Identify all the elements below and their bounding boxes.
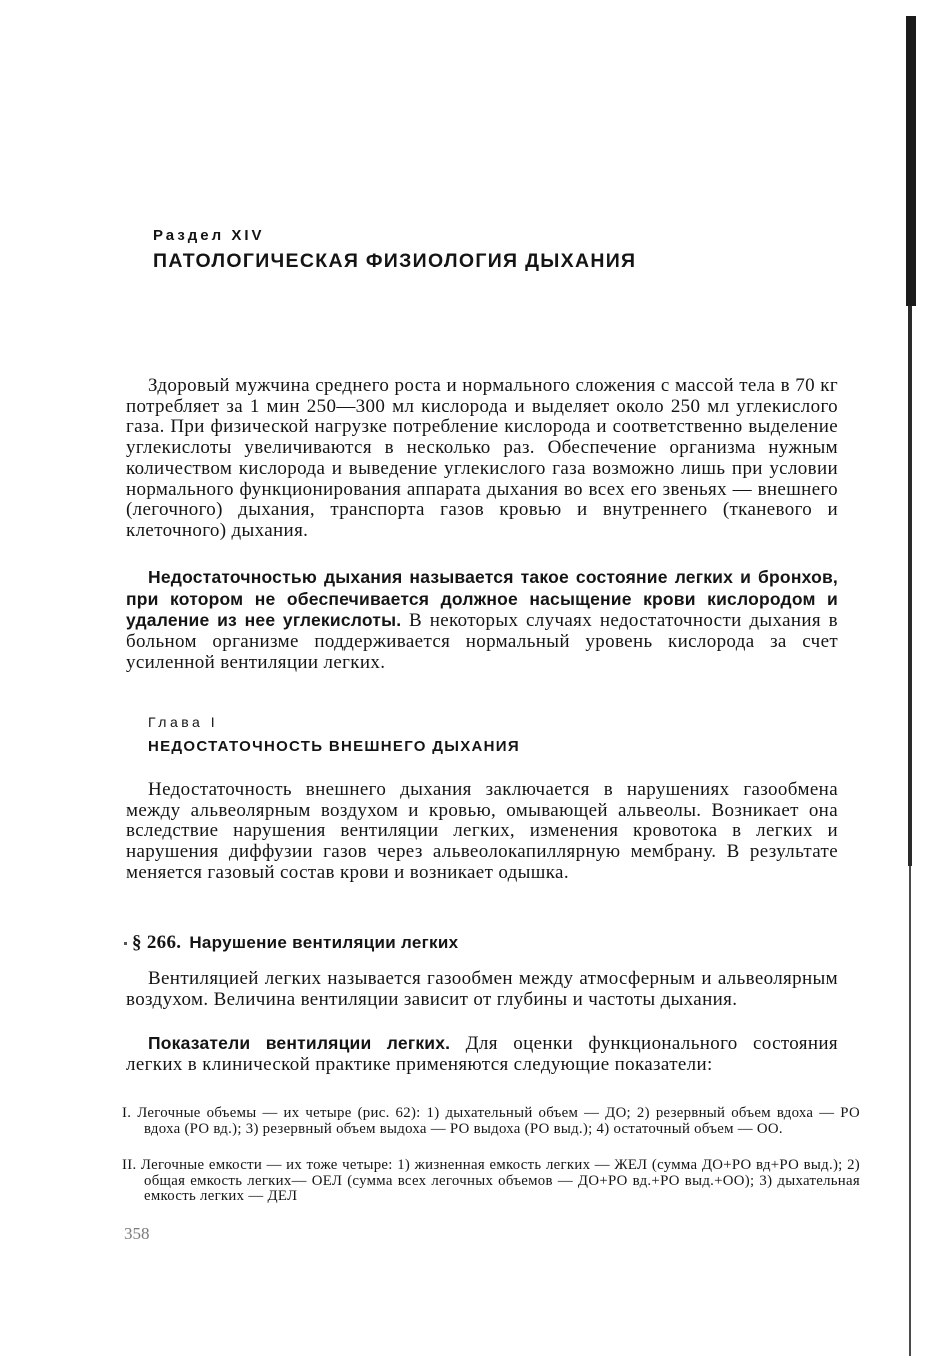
section-label: Раздел XIV bbox=[153, 227, 265, 244]
intro-paragraph-1: Здоровый мужчина среднего роста и нормального сложения с массой тела в 70 кг потребляет за 1 мин 250—300 мл кислорода и выделяет около 250 мл углекислого газа. При физической нагрузке потребление кислорода и соответственно выделение углекислоты увеличиваются в несколько раз. Обеспечение организма нужным количеством кислорода и выведение углекислого газа возможно лишь при условии нормального функционирования аппарата дыхания во всех его звеньях — внешнего (легочного) дыхания, транспорта газов кровью и внутреннего (тканевого и клеточного) дыхания. bbox=[126, 375, 838, 541]
subsection-number: § 266. bbox=[132, 932, 182, 953]
definition-bold: Недостаточностью дыхания называется такое состояние легких и бронхов, при котором не обеспечивается должное насыщение крови кислородом и удаление из нее углекислоты. bbox=[126, 567, 838, 631]
list-item: I. Легочные объемы — их четыре (рис. 62): 1) дыхательный объем — ДО; 2) резервный объем вдоха — РО вдоха (РО вд.); 3) резервный объем выдоха — РО выдоха (РО выд.); 4) остаточный объем — ОО. bbox=[122, 1105, 860, 1137]
chapter-paragraph-1: Недостаточность внешнего дыхания заключается в нарушениях газообмена между альвеолярным воздухом и кровью, омывающей альвеолы. Возникает она вследствие нарушения вентиляции легких, изменения кровотока в легких и нарушения диффузии газов через альвеолокапиллярную мембрану. В результате меняется газовый состав крови и возникает одышка. bbox=[126, 779, 838, 883]
section-title: ПАТОЛОГИЧЕСКАЯ ФИЗИОЛОГИЯ ДЫХАНИЯ bbox=[153, 250, 637, 272]
subsection-heading bbox=[132, 932, 458, 954]
subsection-title: Нарушение вентиляции легких bbox=[189, 933, 459, 952]
chapter-label: Глава I bbox=[148, 714, 219, 730]
list-item: II. Легочные емкости — их тоже четыре: 1) жизненная емкость легких — ЖЕЛ (сумма ДО+РО вд+РО выд.); 2) общая емкость легких— ОЕЛ (сумма всех легочных объемов — ДО+РО вд.+РО выд.+ОО); 3) дыхательная емкость легких — ДЕЛ bbox=[122, 1157, 860, 1204]
indicators-bold: Показатели вентиляции легких. bbox=[148, 1033, 451, 1053]
margin-dot bbox=[124, 942, 127, 945]
page-number: 358 bbox=[124, 1224, 150, 1243]
intro-paragraph-2-text: В некоторых случаях недостаточности дыхания в больном организме поддерживается нормальный уровень кислорода за счет усиленной вентиляции легких. bbox=[126, 610, 839, 673]
chapter-title: НЕДОСТАТОЧНОСТЬ ВНЕШНЕГО ДЫХАНИЯ bbox=[148, 738, 520, 755]
page-edge-shadow bbox=[906, 16, 918, 1356]
subsection-paragraph-2-text: Для оценки функционального состояния легких в клинической практике применяются следующие показатели: bbox=[126, 1033, 838, 1075]
subsection-paragraph-1: Вентиляцией легких называется газообмен между атмосферным и альвеолярным воздухом. Величина вентиляции зависит от глубины и частоты дыхания. bbox=[126, 968, 838, 1010]
subsection-paragraph-2 bbox=[126, 1033, 838, 1075]
intro-paragraph-2 bbox=[126, 567, 838, 674]
